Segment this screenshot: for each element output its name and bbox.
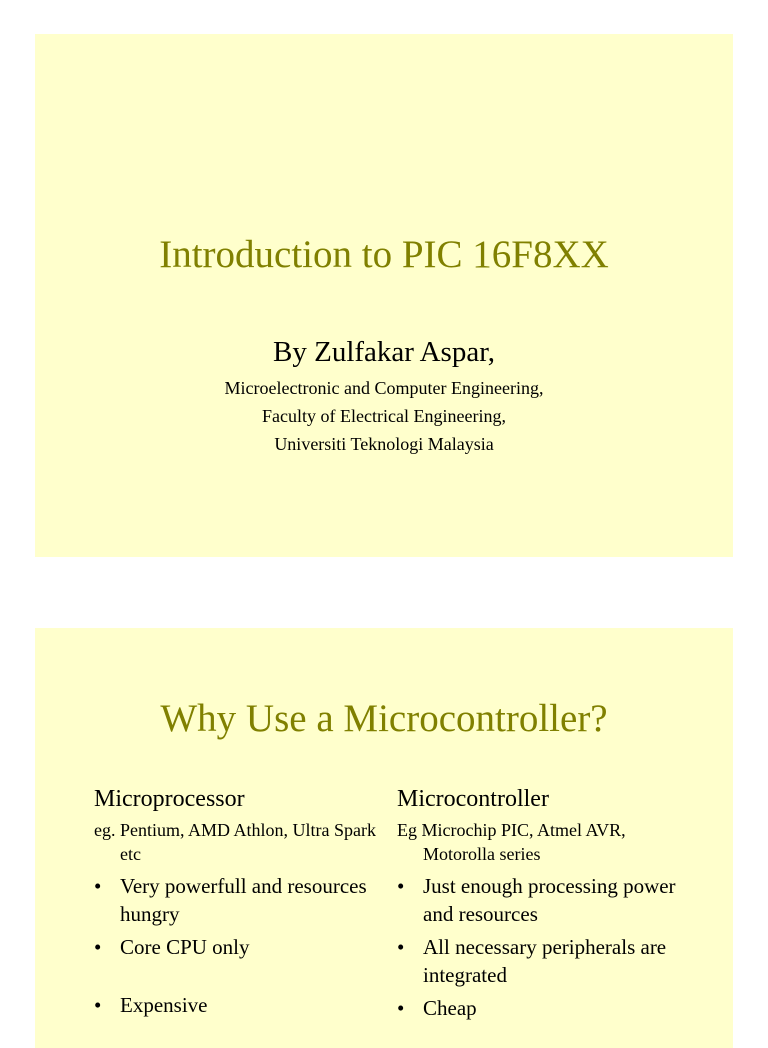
- microprocessor-column: [94, 784, 394, 1024]
- bullet-icon: •: [94, 935, 102, 959]
- list-item: [397, 994, 697, 1022]
- list-item: [397, 933, 697, 989]
- title-slide: [35, 34, 733, 557]
- column-heading: Microprocessor: [94, 786, 245, 812]
- bullet-icon: •: [94, 874, 102, 898]
- list-item-text: Core CPU only: [120, 935, 250, 959]
- list-item-text: All necessary peripherals are integrated: [423, 935, 667, 987]
- bullet-icon: •: [397, 996, 405, 1020]
- comparison-slide: [35, 628, 733, 1048]
- list-item: [94, 933, 394, 961]
- affiliation-university: Universiti Teknologi Malaysia: [274, 434, 494, 454]
- bullet-list: [94, 872, 394, 1019]
- list-item: [94, 991, 394, 1019]
- column-heading: Microcontroller: [397, 786, 549, 812]
- slide-title: Introduction to PIC 16F8XX: [159, 233, 609, 276]
- bullet-icon: •: [94, 993, 102, 1017]
- affiliation-department: Microelectronic and Computer Engineering,: [224, 378, 544, 398]
- column-example: Eg Microchip PIC, Atmel AVR, Motorolla series: [397, 820, 626, 864]
- list-item-text: Cheap: [423, 996, 477, 1020]
- list-item: [397, 872, 697, 928]
- list-item-text: Just enough processing power and resources: [423, 874, 676, 926]
- list-item-text: Very powerfull and resources hungry: [120, 874, 367, 926]
- bullet-icon: •: [397, 874, 405, 898]
- column-example: eg. Pentium, AMD Athlon, Ultra Spark etc: [94, 820, 376, 864]
- microcontroller-column: [397, 784, 697, 1027]
- bullet-list: [397, 872, 697, 1022]
- author-line: By Zulfakar Aspar,: [273, 336, 495, 368]
- bullet-icon: •: [397, 935, 405, 959]
- list-item: [94, 872, 394, 928]
- affiliation-faculty: Faculty of Electrical Engineering,: [262, 406, 506, 426]
- slide-title: Why Use a Microcontroller?: [160, 697, 608, 740]
- list-item-text: Expensive: [120, 993, 208, 1017]
